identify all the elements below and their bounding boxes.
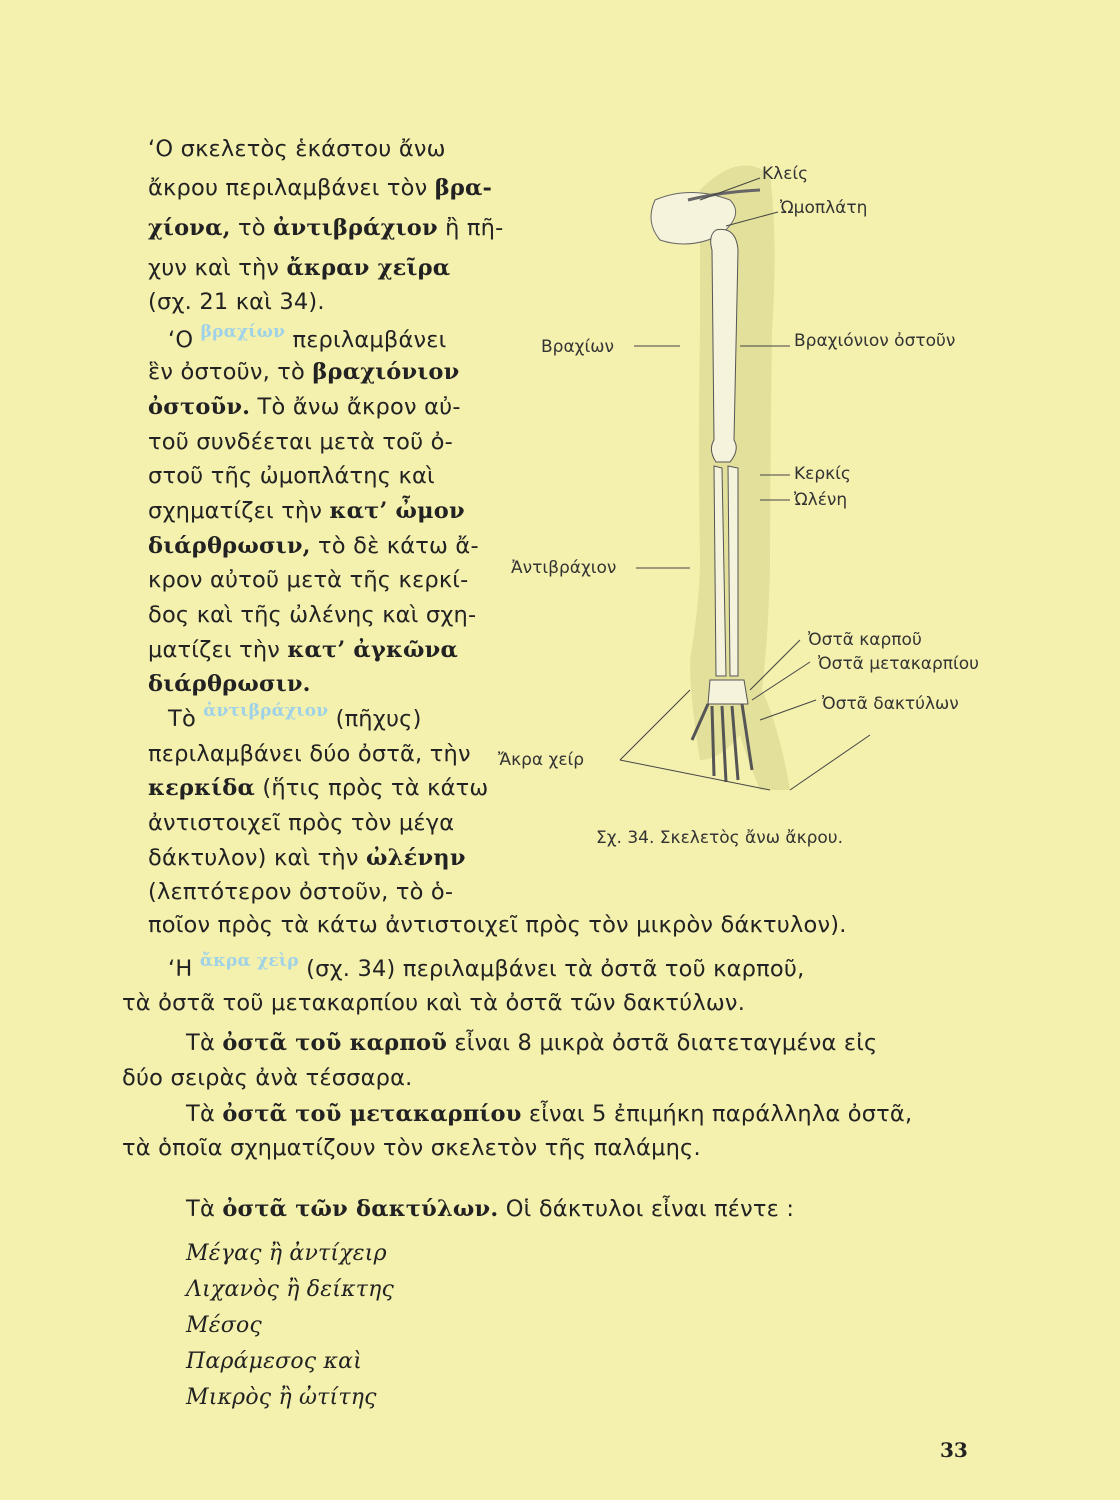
bold-term: ὀστᾶ τῶν δακτύλων.	[222, 1196, 499, 1222]
text-run: Τὸ	[168, 706, 204, 732]
label-olene: Ὠλένη	[794, 490, 848, 510]
text-run: ποῖον πρὸς τὰ κάτω ἀντιστοιχεῖ πρὸς τὸν μικρὸν δάκτυλον).	[148, 912, 847, 938]
label-kerkis: Κερκίς	[794, 464, 851, 484]
bold-term: κερκίδα	[148, 775, 255, 801]
bold-term: ὠλένην	[366, 845, 466, 871]
text-run: Τὰ	[186, 1196, 223, 1222]
text-run: Τὰ	[186, 1030, 223, 1056]
text-run: δος καὶ τῆς ὠλένης καὶ σχη-	[148, 602, 477, 628]
bold-term: ὀστοῦν.	[148, 394, 251, 420]
text-run: (πῆχυς)	[328, 706, 422, 732]
finger-item: Μέσος	[186, 1313, 262, 1338]
text-run: περιλαμβάνει	[285, 327, 447, 353]
ulna-bone	[728, 466, 738, 676]
heading-term: βραχίων	[200, 322, 286, 342]
label-brachionion: Βραχιόνιον ὀστοῦν	[794, 331, 956, 351]
text-run: χυν καὶ τὴν	[148, 255, 287, 281]
text-run: στοῦ τῆς ὠμοπλάτης καὶ	[148, 463, 435, 489]
text-run: σχηματίζει τὴν	[148, 498, 330, 524]
text-run: ‘Η	[168, 956, 200, 982]
humerus-bone	[711, 229, 738, 462]
label-metakarpiou: Ὀστᾶ μετακαρπίου	[818, 654, 979, 674]
bold-term: κατ’ ἀγκῶνα	[287, 637, 458, 663]
text-run: ‘Ο σκελετὸς ἑκάστου ἄνω	[148, 136, 446, 162]
text-run: τὰ ὀστᾶ τοῦ μετακαρπίου καὶ τὰ ὀστᾶ τῶν δακτύλων.	[122, 990, 746, 1016]
text-run: εἶναι 5 ἐπιμήκη παράλληλα ὀστᾶ,	[521, 1101, 913, 1127]
text-run: ἄκρου περιλαμβάνει τὸν	[148, 175, 435, 201]
bold-term: ἀντιβράχιον	[273, 215, 438, 241]
text-run: δάκτυλον) καὶ τὴν	[148, 845, 366, 871]
finger-item: Μέγας ἢ ἀντίχειρ	[186, 1241, 387, 1266]
text-run: ἢ πῆ-	[437, 215, 504, 241]
carpal-bones	[708, 680, 748, 704]
bold-term: ὀστᾶ τοῦ μετακαρπίου	[222, 1101, 522, 1127]
text-run: ἀντιστοιχεῖ πρὸς τὸν μέγα	[148, 810, 455, 836]
heading-term: ἄκρα χεὶρ	[199, 951, 299, 971]
text-run: τὸ	[230, 215, 274, 241]
finger-item: Παράμεσος καὶ	[186, 1349, 363, 1374]
figure-caption: Σχ. 34. Σκελετὸς ἄνω ἄκρου.	[596, 828, 844, 848]
label-kleis: Κλείς	[762, 164, 809, 184]
label-karpou: Ὀστᾶ καρποῦ	[808, 630, 922, 650]
heading-term: ἀντιβράχιον	[203, 701, 329, 721]
bold-term: διάρθρωσιν,	[148, 533, 311, 559]
text-run: περιλαμβάνει δύο ὀστᾶ, τὴν	[148, 741, 471, 767]
finger-item: Μικρὸς ἢ ὠτίτης	[186, 1385, 377, 1410]
text-run: κρον αὐτοῦ μετὰ τῆς κερκί-	[148, 567, 469, 593]
text-run: Τὰ	[186, 1101, 223, 1127]
bold-term: χίονα,	[148, 215, 231, 241]
page-number: 33	[940, 1438, 968, 1462]
bold-term: ἄκραν χεῖρα	[286, 255, 451, 281]
label-omoplati: Ὠμοπλάτη	[780, 198, 868, 218]
text-run: Τὸ ἄνω ἄκρον αὐ-	[250, 394, 461, 420]
label-antibrachion: Ἀντιβράχιον	[511, 558, 617, 578]
text-run: τὸ δὲ κάτω ἄ-	[310, 533, 479, 559]
bold-term: βραχιόνιον	[312, 359, 460, 385]
label-akra-cheir: Ἄκρα χείρ	[498, 750, 585, 770]
text-run: (λεπτότερον ὀστοῦν, τὸ ὁ-	[148, 879, 454, 905]
label-daktylon: Ὀστᾶ δακτύλων	[822, 694, 959, 714]
bold-term: κατ’ ὦμον	[329, 498, 465, 524]
text-run: τὰ ὁποῖα σχηματίζουν τὸν σκελετὸν τῆς παλάμης.	[122, 1135, 701, 1161]
bold-term: διάρθρωσιν.	[148, 671, 311, 697]
text-run: δύο σειρὰς ἀνὰ τέσσαρα.	[122, 1065, 413, 1091]
text-run: (ἥτις πρὸς τὰ κάτω	[254, 775, 489, 801]
bold-term: ὀστᾶ τοῦ καρποῦ	[222, 1030, 448, 1056]
text-run: εἶναι 8 μικρὰ ὀστᾶ διατεταγμένα εἰς	[447, 1030, 878, 1056]
finger-item: Λιχανὸς ἢ δείκτης	[186, 1277, 394, 1302]
text-run: ματίζει τὴν	[148, 637, 288, 663]
text-run: ἓν ὀστοῦν, τὸ	[148, 359, 313, 385]
text-run: (σχ. 34) περιλαμβάνει τὰ ὀστᾶ τοῦ καρποῦ,	[298, 956, 805, 982]
text-run: ‘Ο	[168, 327, 201, 353]
text-run: Οἱ δάκτυλοι εἶναι πέντε :	[498, 1196, 795, 1222]
text-run: τοῦ συνδέεται μετὰ τοῦ ὀ-	[148, 429, 453, 455]
label-brachion: Βραχίων	[541, 337, 614, 357]
bold-term: βρα-	[434, 175, 493, 201]
text-run: (σχ. 21 καὶ 34).	[148, 289, 325, 315]
